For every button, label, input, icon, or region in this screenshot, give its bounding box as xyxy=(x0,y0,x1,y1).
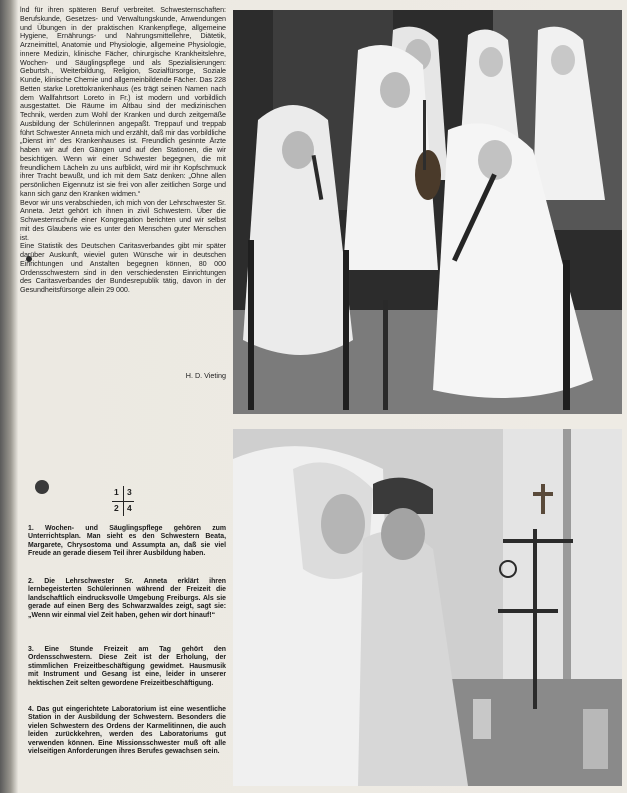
article-paragraph: Bevor wir uns verabschieden, ich mich von der Lehrschwester Sr. Anneta. Jetzt gehört ich ihnen in zivil Schwestern. Über die Schwesternschule einer Kongregation berichten und wir selbst mit des Glaubens wie es unter den Menschen guter Menschen ist. xyxy=(20,197,226,242)
key-divider-horizontal xyxy=(112,501,134,502)
photo-laboratory xyxy=(233,429,622,786)
article-body xyxy=(20,6,226,295)
caption-3: 3. Eine Stunde Freizeit am Tag gehört den Ordensschwestern. Diese Zeit ist der Erholung, der stimmlichen Freizeitbeschäftigung gewidmet. Hausmusik mit Instrument und Gesang ist eine, leider in unserer hektischen Zeit selten gewordene Freizeitbeschäftigung. xyxy=(28,646,226,687)
caption-1: 1. Wochen- und Säuglingspflege gehören zum Unterrichtsplan. Man sieht es den Schwestern Beata, Margarete, Chrysostoma und Assumpta an, daß sie viel Freude an gerade diesem Teil ihrer Ausbildung haben. xyxy=(28,525,226,558)
key-number-2: 2 xyxy=(114,503,119,513)
photo-captions xyxy=(28,706,226,756)
article-paragraph: lnd für ihren späteren Beruf verbreitet. Schwesternschaften: Berufskunde, Gesetzes- und Verwaltungskunde, Anwendungen und Übungen in der praktischen Krankenpflege, allgemeine Hygiene, Ernährungs- und Nahrungsmittellehre, Diätetik, Arzneimittel, Anatomie und Physiologie, allgemeine Physiologie, innere Medizin, klinische Fächer, chirurgische Krankheitslehre, Wochen- und Säuglingspflege und als Spezialisierungen: Geburtsh., Weiterbildung, Religion, Sozialfürsorge, Soziale Kunde, klinische Chemie und allgemeinbildende Fächer. Das 228 Betten starke Lorettokrankenhaus (es trägt seinen Namen nach dem Wallfahrtsort Loreto in Fr.) ist modern und vorbildlich ausgestattet. Die Räume im Altbau sind der medizinischen Technik, werden zum Wohl der Kranken und durch zeitgemäße Ausbildung der Schülerinnen angepaßt. Treppauf und treppab führt Schwester Anneta mich und erzählt, daß mir das vorbildliche „Dienst im“ des Krankenhauses ist. Freundlich gesinnte Ärzte haben wir auf den Gängen und auf den Stationen, die wir besichtigen. Wenn wir einer Schwester begegnen, die mit freundlichem Lächeln zu uns aufblickt, wird mir ihr Kopfschmuck ihrer Tracht bewußt, und ich mit dem Satz denken: „Ohne allen persönlichen Eigennutz ist sie frei von aller zeitlichen Sorge und kann sich ganz den Kranken widmen.“ xyxy=(20,5,226,198)
photo-captions xyxy=(28,578,226,620)
article-signature xyxy=(20,371,226,380)
punch-hole xyxy=(35,480,49,494)
photo-number-key xyxy=(108,486,138,516)
article-paragraph: Eine Statistik des Deutschen Caritasverbandes gibt mir später darüber Auskunft, wieviel guten Wünsche wir in deutschen Einrichtungen und Anstalten begegnen können, 80 000 Ordensschwestern sind in den verschiedensten Einrichtungen des Caritasverbandes der Bundesrepublik tätig, davon in der Gesundheitsfürsorge allein 29 000. xyxy=(20,241,226,294)
key-number-4: 4 xyxy=(127,503,132,513)
caption-2: 2. Die Lehrschwester Sr. Anneta erklärt ihren lernbegeisterten Schülerinnen während der Freizeit die landschaftlich eindrucksvolle Umgebung Freiburgs. Als sie gerade auf einen Berg des Schwarzwaldes zeigt, sagt sie: „Wenn wir einmal viel Zeit haben, gehen wir dort hinauf!“ xyxy=(28,578,226,619)
photo-captions xyxy=(28,646,226,688)
photo-captions xyxy=(28,525,226,559)
photo-nuns-music-illustration xyxy=(233,10,622,414)
key-number-1: 1 xyxy=(114,487,119,497)
author-name: H. D. Vieting xyxy=(185,371,226,380)
page-binding-edge xyxy=(0,0,18,793)
photo-laboratory-illustration xyxy=(233,429,622,786)
photo-nuns-music xyxy=(233,10,622,414)
caption-4: 4. Das gut eingerichtete Laboratorium ist eine wesentliche Station in der Ausbildung der Schwestern. Besonders die vielen Schwestern des Ordens der Karmelitinnen, die auch leiden zurückkehren, werden des Laboratoriums gut verwenden können. Eine Missionsschwester muß oft alle vielseitigen Anforderungen ihres Berufes gewachsen sein. xyxy=(28,706,226,756)
key-number-3: 3 xyxy=(127,487,132,497)
